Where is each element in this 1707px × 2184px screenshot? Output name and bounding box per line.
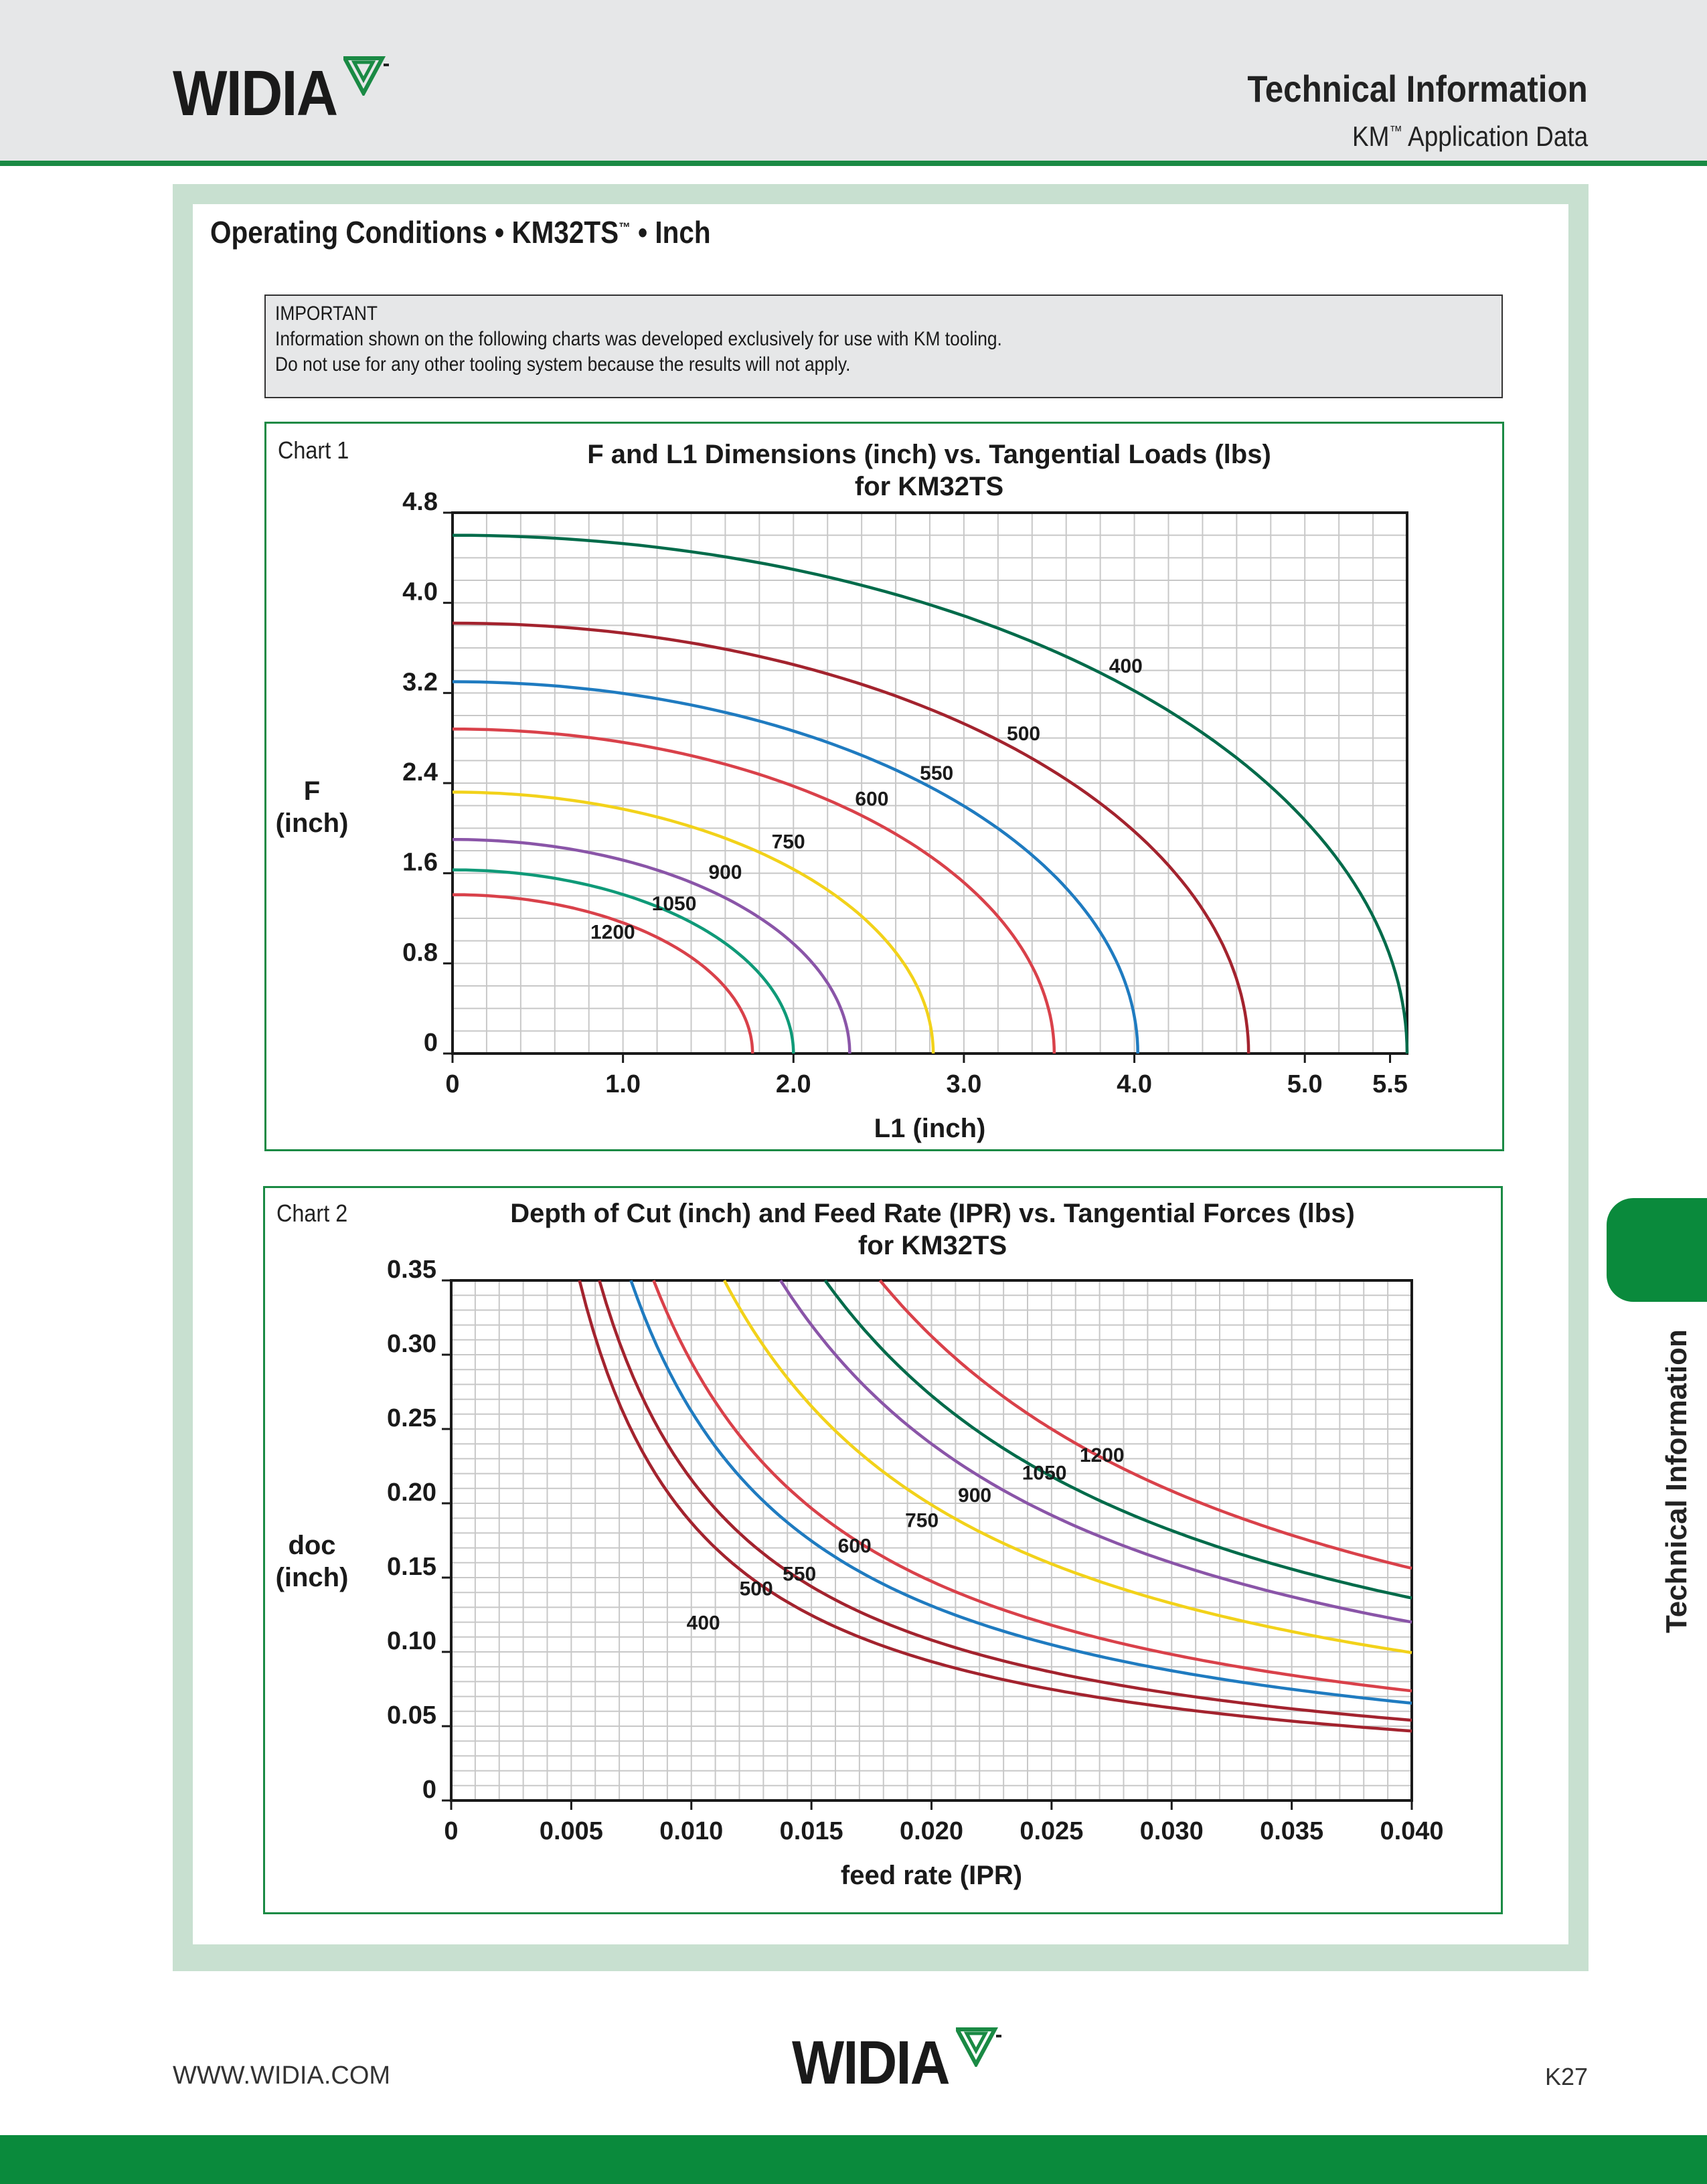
- y-tick-label: 0.20: [387, 1479, 436, 1507]
- y-tick-label: 4.8: [402, 488, 438, 516]
- y-tick-label: 4.0: [402, 578, 438, 606]
- important-notice: [264, 295, 1503, 398]
- footer-logo-text: WIDIA: [792, 2029, 949, 2097]
- y-tick-label: 0.25: [387, 1404, 436, 1432]
- footer-bar: [0, 2135, 1707, 2184]
- chart-title: Depth of Cut (inch) and Feed Rate (IPR) vs. Tangential Forces (lbs): [510, 1199, 1355, 1228]
- section-title-a: Operating Conditions • KM32TS: [210, 215, 619, 250]
- series-label-1050: 1050: [1022, 1462, 1067, 1485]
- x-tick-label: 1.0: [605, 1070, 641, 1098]
- important-heading: IMPORTANT: [275, 303, 378, 325]
- y-axis-label-unit: (inch): [275, 809, 349, 838]
- y-tick-label: 0.15: [387, 1553, 436, 1581]
- important-line-1: Information shown on the following charts was developed exclusively for use with KM tooling.: [275, 328, 1002, 350]
- x-tick-label: 0.005: [539, 1817, 603, 1845]
- y-tick-label: 0.05: [387, 1701, 436, 1730]
- series-label-750: 750: [771, 831, 805, 853]
- x-tick-label: 0: [444, 1817, 459, 1845]
- widia-triangle-icon: [343, 56, 390, 96]
- series-label-550: 550: [920, 762, 954, 784]
- important-line-2: Do not use for any other tooling system because the results will not apply.: [275, 353, 851, 375]
- x-tick-label: 0.010: [659, 1817, 724, 1845]
- y-tick-label: 0.35: [387, 1256, 436, 1284]
- footer-triangle-icon: [956, 2027, 1003, 2067]
- subtitle-km: KM: [1352, 120, 1390, 152]
- x-tick-label: 0.040: [1380, 1817, 1444, 1845]
- page-title: Technical Information: [1247, 68, 1588, 110]
- logo-text: WIDIA: [173, 58, 337, 129]
- page-number: K27: [1544, 2063, 1588, 2090]
- section-title-b: • Inch: [630, 215, 711, 250]
- series-label-600: 600: [855, 788, 889, 811]
- x-tick-label: 0: [445, 1070, 460, 1098]
- chart-2-frame: [263, 1186, 1503, 1914]
- x-tick-label: 0.035: [1260, 1817, 1324, 1845]
- series-label-500: 500: [739, 1578, 773, 1600]
- y-axis-label: doc: [288, 1531, 336, 1560]
- y-tick-label: 0: [423, 1029, 438, 1057]
- subtitle-rest: Application Data: [1402, 120, 1588, 152]
- chart-1-frame: [264, 422, 1504, 1151]
- chart-title: F and L1 Dimensions (inch) vs. Tangential Loads (lbs): [587, 440, 1271, 469]
- x-tick-label: 0.015: [779, 1817, 843, 1845]
- page-subtitle: [1352, 120, 1588, 153]
- y-axis-label: F: [303, 776, 321, 806]
- y-tick-label: 3.2: [402, 668, 438, 697]
- x-tick-label: 3.0: [946, 1070, 982, 1098]
- x-axis-label: feed rate (IPR): [840, 1861, 1023, 1890]
- chart-subtitle: for KM32TS: [854, 472, 1004, 501]
- x-tick-label: 0.020: [899, 1817, 964, 1845]
- series-label-900: 900: [708, 861, 742, 884]
- series-label-900: 900: [958, 1484, 992, 1507]
- side-tab-label: Technical Information: [1660, 1329, 1693, 1633]
- chart-1-label: Chart 1: [278, 436, 349, 464]
- chart-subtitle: for KM32TS: [858, 1231, 1007, 1260]
- x-tick-label: 0.030: [1139, 1817, 1204, 1845]
- series-label-1200: 1200: [590, 921, 635, 944]
- x-tick-label: 2.0: [775, 1070, 811, 1098]
- section-tab[interactable]: [1607, 1198, 1707, 1302]
- series-label-400: 400: [1109, 655, 1143, 678]
- series-label-750: 750: [905, 1509, 939, 1532]
- y-axis-label-unit: (inch): [275, 1563, 349, 1592]
- footer-logo: [792, 2028, 1003, 2098]
- x-axis-label: L1 (inch): [874, 1114, 986, 1143]
- series-label-600: 600: [837, 1535, 872, 1558]
- series-label-550: 550: [783, 1563, 817, 1586]
- x-tick-label: 4.0: [1117, 1070, 1152, 1098]
- footer-url[interactable]: WWW.WIDIA.COM: [173, 2062, 391, 2090]
- y-tick-label: 0.30: [387, 1330, 436, 1358]
- series-label-400: 400: [686, 1612, 720, 1634]
- widia-logo: [173, 57, 390, 131]
- x-tick-label: 5.5: [1372, 1070, 1408, 1098]
- series-label-1200: 1200: [1079, 1444, 1125, 1466]
- y-tick-label: 0.8: [402, 938, 438, 967]
- y-tick-label: 1.6: [402, 848, 438, 877]
- x-tick-label: 5.0: [1287, 1070, 1323, 1098]
- y-tick-label: 0: [422, 1776, 436, 1804]
- subtitle-tm: ™: [1389, 122, 1402, 139]
- chart-2-label: Chart 2: [276, 1199, 348, 1227]
- y-tick-label: 2.4: [402, 758, 438, 786]
- x-tick-label: 0.025: [1020, 1817, 1084, 1845]
- header-rule: [0, 161, 1707, 166]
- section-title-tm: ™: [619, 220, 631, 236]
- section-title: [210, 214, 711, 250]
- series-label-1050: 1050: [651, 893, 697, 916]
- y-tick-label: 0.10: [387, 1627, 436, 1655]
- series-label-500: 500: [1007, 723, 1041, 746]
